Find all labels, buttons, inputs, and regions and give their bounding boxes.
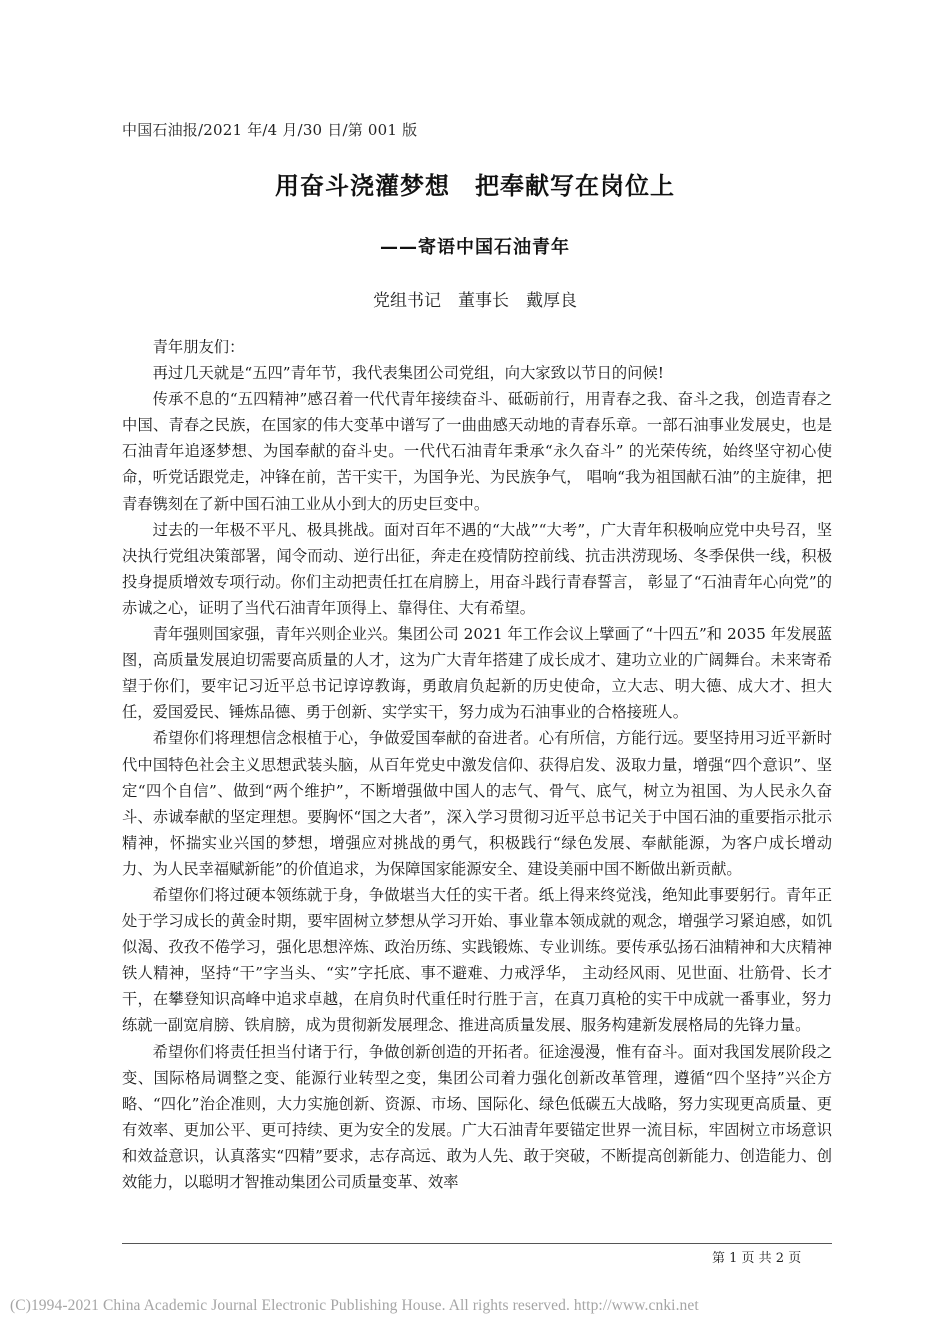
paragraph: 希望你们将理想信念根植于心，争做爱国奉献的奋进者。心有所信，方能行远。要坚持用习近平新时代中国特色社会主义思想武装头脑，从百年党史中激发信仰、获得启发、汲取力量，增强“四个意识”、坚定“四个自信”、做到“两个维护”，不断增强做中国人的志气、骨气、底气，树立为祖国、为人民永久奋斗、赤诚奉献的坚定理想。要胸怀“国之大者”，深入学习贯彻习近平总书记关于中国石油的重要指示批示精神，怀揣实业兴国的梦想，增强应对挑战的勇气，积极践行“绿色发展、奉献能源，为客户成长增动力、为人民幸福赋新能”的价值追求，为保障国家能源安全、建设美丽中国不断做出新贡献。 [122, 729, 832, 878]
footer-divider [122, 1243, 832, 1244]
paragraph: 过去的一年极不平凡、极具挑战。面对百年不遇的“大战”“大考”，广大青年积极响应党中央号召，坚决执行党组决策部署，闻令而动、逆行出征，奔走在疫情防控前线、抗击洪涝现场、冬季保供一线，积极投身提质增效专项行动。你们主动把责任扛在肩膀上，用奋斗践行青春誓言， 彰显了“石油青年心向党”的赤诚之心，证明了当代石油青年顶得上、靠得住、大有希望。 [122, 520, 832, 617]
paragraph: 希望你们将过硬本领练就于身，争做堪当大任的实干者。纸上得来终觉浅，绝知此事要躬行。青年正处于学习成长的黄金时期，要牢固树立梦想从学习开始、事业靠本领成就的观念，增强学习紧迫感，如饥似渴、孜孜不倦学习，强化思想淬炼、政治历练、实践锻炼、专业训练。要传承弘扬石油精神和大庆精神铁人精神，坚持“干”字当头、“实”字托底、事不避难、力戒浮华， 主动经风雨、见世面、壮筋骨、长才干，在攀登知识高峰中追求卓越，在肩负时代重任时行胜于言，在真刀真枪的实干中成就一番事业，努力练就一副宽肩膀、铁肩膀，成为贯彻新发展理念、推进高质量发展、服务构建新发展格局的先锋力量。 [122, 885, 832, 1035]
copyright-notice: (C)1994-2021 China Academic Journal Electronic Publishing House. All rights reserved. http://www.cnki.net [10, 1297, 699, 1314]
paragraph: 希望你们将责任担当付诸于行，争做创新创造的开拓者。征途漫漫，惟有奋斗。面对我国发展阶段之变、国际格局调整之变、能源行业转型之变，集团公司着力强化创新改革管理，遵循“四个坚持”兴企方略、“四化”治企准则，大力实施创新、资源、市场、国际化、绿色低碳五大战略，努力实现更高质量、更有效率、更加公平、更可持续、更为安全的发展。广大石油青年要锚定世界一流目标，牢固树立市场意识和效益意识，认真落实“四精”要求，志存高远、敢为人先、敢于突破，不断提高创新能力、创造能力、创效能力，以聪明才智推动集团公司质量变革、效率 [122, 1042, 832, 1191]
author-line: 党组书记 董事长 戴厚良 [373, 291, 577, 311]
article-subtitle: ——寄语中国石油青年 [380, 237, 570, 258]
paragraph: 再过几天就是“五四”青年节，我代表集团公司党组，向大家致以节日的问候! [152, 364, 664, 383]
article-body [122, 334, 832, 1195]
paragraph: 青年强则国家强，青年兴则企业兴。集团公司 2021 年工作会议上擘画了“十四五”和 2035 年发展蓝图，高质量发展迫切需要高质量的人才，这为广大青年搭建了成长成才、建功立业的广阔舞台。未来寄希望于你们，要牢记习近平总书记谆谆教诲，勇敢肩负起新的历史使命，立大志、明大德、成大才、担大任，爱国爱民、锤炼品德、勇于创新、实学实干，努力成为石油事业的合格接班人。 [122, 625, 832, 722]
source-line: 中国石油报/2021 年/4 月/30 日/第 001 版 [122, 121, 418, 139]
article-title: 用奋斗浇灌梦想 把奉献写在岗位上 [275, 172, 675, 200]
paragraph-salutation: 青年朋友们： [152, 338, 245, 356]
paragraph: 传承不息的“五四精神”感召着一代代青年接续奋斗、砥砺前行，用青春之我、奋斗之我，创造青春之中国、青春之民族，在国家的伟大变革中谱写了一曲曲感天动地的青春乐章。一部石油事业发展史，也是石油青年追逐梦想、为国奉献的奋斗史。一代代石油青年秉承“永久奋斗” 的光荣传统，始终坚守初心使命，听党话跟党走，冲锋在前，苦干实干，为国争光、为民族争气， 唱响“我为祖国献石油”的主旋律，把青春镌刻在了新中国石油工业从小到大的历史巨变中。 [122, 390, 832, 513]
page-number: 第 1 页 共 2 页 [712, 1251, 802, 1266]
